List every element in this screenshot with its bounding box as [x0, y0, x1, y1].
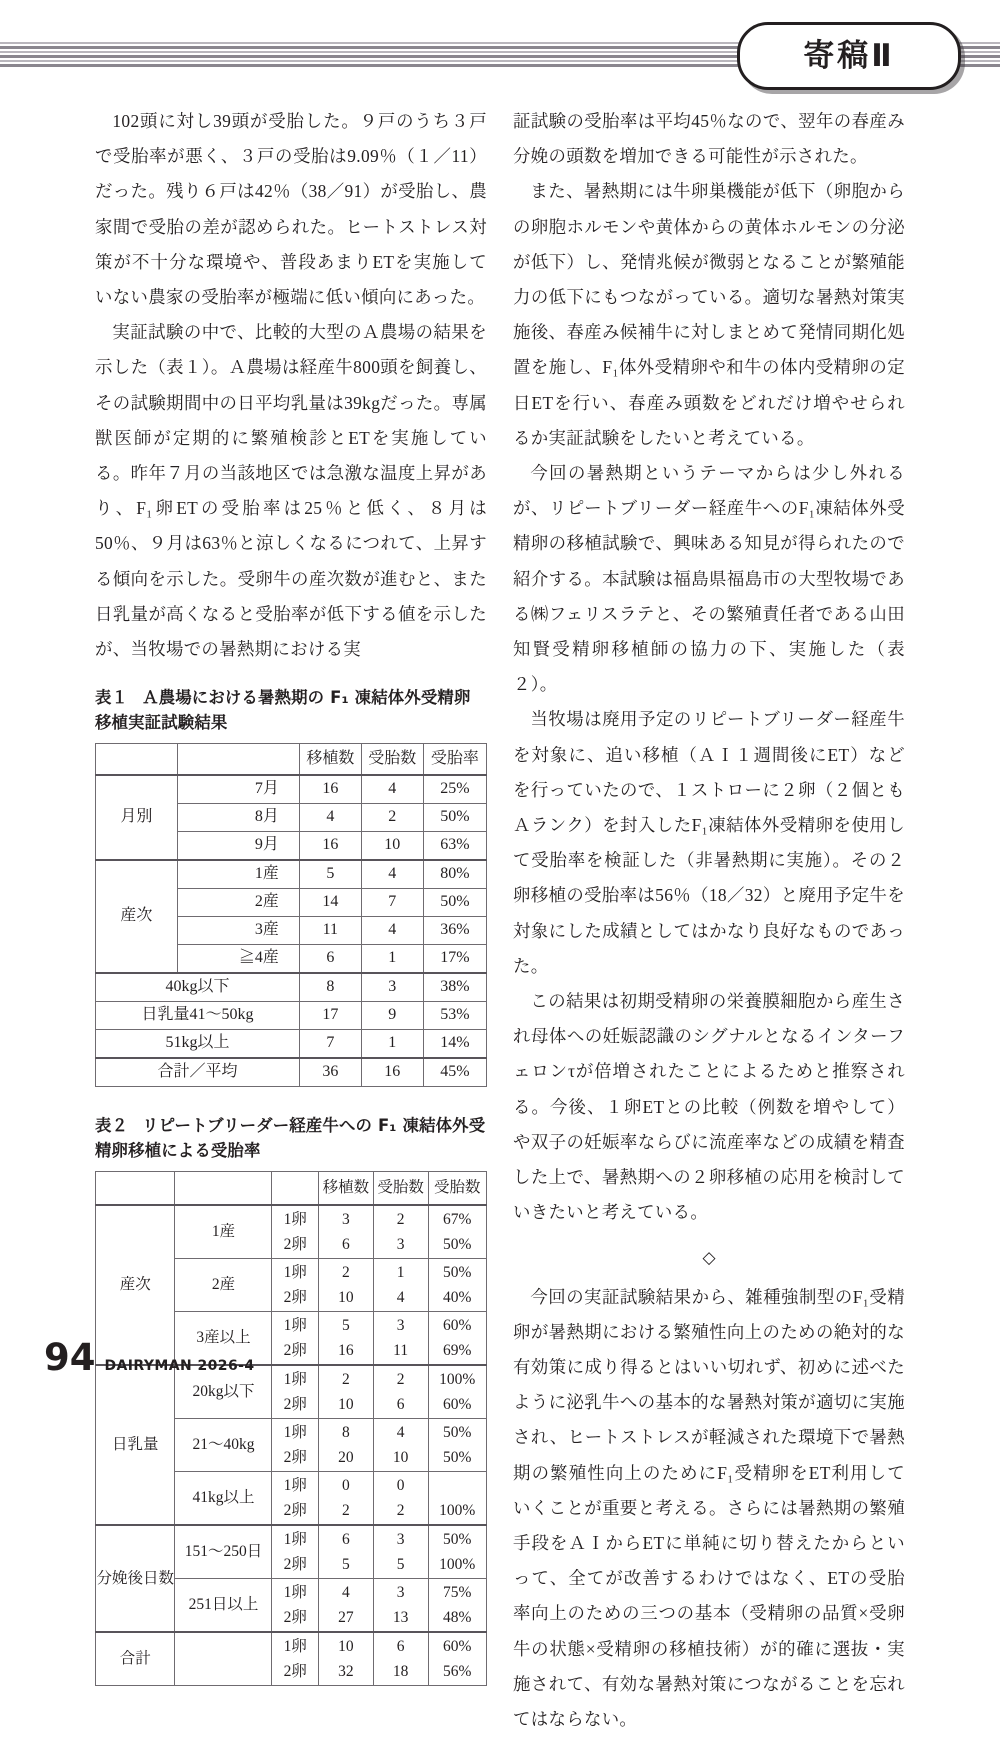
- table2-col-transfers: 移植数: [319, 1172, 374, 1206]
- table2-cell-conceptions: 0 2: [373, 1472, 428, 1526]
- table2-total-transfers: 10 32: [319, 1632, 374, 1686]
- page-header: [0, 36, 1000, 72]
- table-row: [96, 860, 487, 889]
- table1-col-rate: 受胎率: [423, 744, 486, 776]
- paragraph: また、暑熱期には牛卵巣機能が低下（卵胞からの卵胞ホルモンや黄体からの黄体ホルモンの分泌が低下）し、発情兆候が微弱となることが繁殖能力の低下にもつながっている。適切な暑熱対策実施後、春産み候補牛に対しまとめて発情同期化処置を施し、F₁体外受精卵や和牛の体内受精卵の定日ETを行い、春産み頭数をどれだけ増やせられるか実証試験をしたいと考えている。: [513, 174, 905, 456]
- table2-col-blank2: [175, 1172, 272, 1206]
- table2-cell-conceptions: 3 13: [373, 1579, 428, 1633]
- table1-cell-conceptions: 10: [361, 832, 423, 861]
- table1-cell-transfers: 7: [299, 1030, 361, 1059]
- table2-total-label: 合計: [96, 1632, 175, 1686]
- closing-paragraph: 今回の実証試験結果から、雑種強制型のF₁受精卵が暑熱期における繁殖性向上のための絶対的な有効策に成り得るとはいい切れず、初めに述べたように泌乳牛への基本的な暑熱対策が適切に実施され、ヒートストレスが軽減された環境下で暑熱期の繁殖性向上のためにF₁受精卵をET利用していくことが重要と考える。さらには暑熱期の繁殖手段をＡＩからETに単純に切り替えたからといって、全てが改善するわけではなく、ETの受胎率向上のための三つの基本（受精卵の品質×受卵牛の状態×受精卵の移植技術）が的確に選抜・実施されて、有効な暑熱対策につながることを忘れてはならない。: [513, 1280, 905, 1737]
- page-number: 94: [44, 1339, 96, 1376]
- table1-cell-rate: 50%: [423, 804, 486, 832]
- table1-cell-rate: 17%: [423, 945, 486, 974]
- table1-total-row: [96, 1058, 487, 1087]
- table1-cell-conceptions: 1: [361, 945, 423, 974]
- section-divider-diamond: ◇: [513, 1249, 905, 1266]
- table2-cell-rate: 50% 40%: [428, 1259, 486, 1312]
- table1-row-sub: 日乳量41～50kg: [96, 1002, 300, 1030]
- table1-row-sub: 1産: [177, 860, 299, 889]
- table2: [95, 1171, 487, 1686]
- page-footer: [44, 1339, 255, 1376]
- table1-col-blank2: [177, 744, 299, 776]
- issue-label: DAIRYMAN 2026-4: [105, 1358, 255, 1374]
- table2-cell-rate: 100% 60%: [428, 1365, 486, 1419]
- table2-group-label: 分娩後日数: [96, 1525, 175, 1632]
- table1-total-transfers: 36: [299, 1058, 361, 1087]
- table2-cell-conceptions: 4 10: [373, 1419, 428, 1472]
- table1-cell-rate: 80%: [423, 860, 486, 889]
- right-text-column: [513, 104, 905, 1737]
- table1-row-sub: 51kg以上: [96, 1030, 300, 1059]
- table1-row-sub: 40kg以下: [96, 973, 300, 1002]
- table2-row-sub: 20kg以下: [175, 1365, 272, 1419]
- table2-caption-number: 表２: [95, 1116, 128, 1135]
- paragraph: 今回の暑熱期というテーマからは少し外れるが、リピートブリーダー経産牛へのF₁凍結体外受精卵の移植試験で、興味ある知見が得られたので紹介する。本試験は福島県福島市の大型牧場である㈱フェリスラテと、その繁殖責任者である山田知賢受精卵移植師の協力の下、実施した（表２）。: [513, 456, 905, 702]
- table2-egg-labels: 1卵 2卵: [272, 1632, 319, 1686]
- table2-cell-rate: 67% 50%: [428, 1205, 486, 1259]
- table1-cell-transfers: 16: [299, 832, 361, 861]
- table2-col-blank1: [96, 1172, 175, 1206]
- table2-total-rate: 60% 56%: [428, 1632, 486, 1686]
- table1-col-conceptions: 受胎数: [361, 744, 423, 776]
- table2-cell-conceptions: 3 5: [373, 1525, 428, 1579]
- paragraph: 実証試験の中で、比較的大型のＡ農場の結果を示した（表１）。Ａ農場は経産牛800頭を飼養し、その試験期間中の日平均乳量は39kgだった。専属獣医師が定期的に繁殖検診とETを実施している。昨年７月の当該地区では急激な温度上昇があり、F₁卵ETの受胎率は25％と低く、８月は50％、９月は63％と涼しくなるにつれて、上昇する傾向を示した。受卵牛の産次数が進むと、また日乳量が高くなると受胎率が低下する値を示したが、当牧場での暑熱期における実: [95, 315, 487, 667]
- table2-cell-conceptions: 3 11: [373, 1312, 428, 1366]
- table1-total-rate: 45%: [423, 1058, 486, 1087]
- table1-cell-conceptions: 4: [361, 860, 423, 889]
- table1-total-label: 合計／平均: [96, 1058, 300, 1087]
- table1-cell-transfers: 5: [299, 860, 361, 889]
- table1-header-row: [96, 744, 487, 776]
- table-row: [96, 1525, 487, 1579]
- table2-caption-text: リピートブリーダー経産牛への F₁ 凍結体外受精卵移植による受胎率: [95, 1116, 485, 1160]
- table1-cell-rate: 63%: [423, 832, 486, 861]
- table2-egg-labels: 1卵 2卵: [272, 1259, 319, 1312]
- paragraph: 102頭に対し39頭が受胎した。９戸のうち３戸で受胎率が悪く、３戸の受胎は9.09％（１／11）だった。残り６戸は42％（38／91）が受胎し、農家間で受胎の差が認められた。ヒートストレス対策が不十分な環境や、普段あまりETを実施していない農家の受胎率が極端に低い傾向にあった。: [95, 104, 487, 315]
- table1-cell-rate: 25%: [423, 775, 486, 804]
- table1-row-sub: ≧4産: [177, 945, 299, 974]
- table2-row-sub: 151～250日: [175, 1525, 272, 1579]
- table2-egg-labels: 1卵 2卵: [272, 1472, 319, 1526]
- table1-cell-rate: 38%: [423, 973, 486, 1002]
- table2-cell-rate: 75% 48%: [428, 1579, 486, 1633]
- table1-cell-rate: 50%: [423, 889, 486, 917]
- table2-header-row: [96, 1172, 487, 1206]
- table1-cell-conceptions: 1: [361, 1030, 423, 1059]
- table2-col-rate: 受胎数: [428, 1172, 486, 1206]
- table-row: [96, 1205, 487, 1259]
- table2-egg-labels: 1卵 2卵: [272, 1365, 319, 1419]
- table2-cell-transfers: 5 16: [319, 1312, 374, 1366]
- table2-row-sub: 3産以上: [175, 1312, 272, 1366]
- table2-total-row: [96, 1632, 487, 1686]
- table2-egg-labels: 1卵 2卵: [272, 1579, 319, 1633]
- table-row: [96, 1030, 487, 1059]
- table1-row-sub: 3産: [177, 917, 299, 945]
- table2-cell-transfers: 3 6: [319, 1205, 374, 1259]
- paragraph: 当牧場は廃用予定のリピートブリーダー経産牛を対象に、追い移植（ＡＩ１週間後にET）などを行っていたので、１ストローに２卵（２個ともＡランク）を封入したF₁凍結体外受精卵を使用して受胎率を検証した（非暑熱期に実施）。その２卵移植の受胎率は56％（18／32）と廃用予定牛を対象にした成績としてはかなり良好なものであった。: [513, 702, 905, 984]
- left-text-column: [95, 104, 487, 1686]
- table2-cell-rate: 60% 69%: [428, 1312, 486, 1366]
- table2-total-sub: [175, 1632, 272, 1686]
- table1-caption: [95, 685, 487, 735]
- table2-egg-labels: 1卵 2卵: [272, 1205, 319, 1259]
- table1-block: [95, 685, 487, 1087]
- table2-col-conceptions: 受胎数: [373, 1172, 428, 1206]
- table2-row-sub: 251日以上: [175, 1579, 272, 1633]
- table-row: [96, 775, 487, 804]
- table1-cell-conceptions: 3: [361, 973, 423, 1002]
- table2-cell-rate: 50% 50%: [428, 1419, 486, 1472]
- table-row: [96, 1002, 487, 1030]
- table1-cell-rate: 36%: [423, 917, 486, 945]
- table1-col-blank1: [96, 744, 178, 776]
- table1-cell-rate: 14%: [423, 1030, 486, 1059]
- table1-cell-conceptions: 9: [361, 1002, 423, 1030]
- table2-col-blank3: [272, 1172, 319, 1206]
- table1-row-sub: 8月: [177, 804, 299, 832]
- table1-group-label: 産次: [96, 860, 178, 973]
- contribution-badge: [737, 22, 961, 90]
- table1-cell-conceptions: 4: [361, 775, 423, 804]
- table1: [95, 743, 487, 1087]
- table2-cell-transfers: 6 5: [319, 1525, 374, 1579]
- table2-cell-transfers: 0 2: [319, 1472, 374, 1526]
- table2-cell-conceptions: 2 3: [373, 1205, 428, 1259]
- table2-cell-transfers: 2 10: [319, 1259, 374, 1312]
- contribution-badge-label: 寄稿Ⅱ: [803, 41, 894, 72]
- table-row: [96, 973, 487, 1002]
- table2-egg-labels: 1卵 2卵: [272, 1525, 319, 1579]
- table2-cell-rate: 100%: [428, 1472, 486, 1526]
- table1-cell-transfers: 14: [299, 889, 361, 917]
- table2-row-sub: 2産: [175, 1259, 272, 1312]
- table1-cell-transfers: 11: [299, 917, 361, 945]
- table1-cell-conceptions: 7: [361, 889, 423, 917]
- table1-caption-text: Ａ農場における暑熱期の F₁ 凍結体外受精卵移植実証試験結果: [95, 688, 471, 732]
- table1-row-sub: 9月: [177, 832, 299, 861]
- table2-cell-conceptions: 2 6: [373, 1365, 428, 1419]
- paragraph: この結果は初期受精卵の栄養膜細胞から産生され母体への妊娠認識のシグナルとなるインターフェロンτが倍増されたことによるためと推察される。今後、１卵ETとの比較（例数を増やして）や双子の妊娠率ならびに流産率などの成績を精査した上で、暑熱期への２卵移植の応用を検討していきたいと考えている。: [513, 984, 905, 1230]
- table1-cell-transfers: 16: [299, 775, 361, 804]
- table2-cell-transfers: 2 10: [319, 1365, 374, 1419]
- table2-group-label: 日乳量: [96, 1365, 175, 1525]
- table1-cell-rate: 53%: [423, 1002, 486, 1030]
- table1-group-label: 月別: [96, 775, 178, 860]
- table2-cell-conceptions: 1 4: [373, 1259, 428, 1312]
- paragraph: 証試験の受胎率は平均45％なので、翌年の春産み分娩の頭数を増加できる可能性が示された。: [513, 104, 905, 174]
- table1-cell-transfers: 17: [299, 1002, 361, 1030]
- table1-row-sub: 2産: [177, 889, 299, 917]
- table1-cell-conceptions: 4: [361, 917, 423, 945]
- table2-row-sub: 1産: [175, 1205, 272, 1259]
- table1-col-transfers: 移植数: [299, 744, 361, 776]
- table2-cell-rate: 50% 100%: [428, 1525, 486, 1579]
- table2-caption: [95, 1113, 487, 1163]
- table2-cell-transfers: 4 27: [319, 1579, 374, 1633]
- table2-group-label: 産次: [96, 1205, 175, 1365]
- table2-block: [95, 1113, 487, 1686]
- table2-total-conceptions: 6 18: [373, 1632, 428, 1686]
- table1-cell-transfers: 6: [299, 945, 361, 974]
- table2-row-sub: 41kg以上: [175, 1472, 272, 1526]
- table1-caption-number: 表１: [95, 688, 128, 707]
- table2-cell-transfers: 8 20: [319, 1419, 374, 1472]
- table2-egg-labels: 1卵 2卵: [272, 1419, 319, 1472]
- table2-row-sub: 21～40kg: [175, 1419, 272, 1472]
- table1-cell-conceptions: 2: [361, 804, 423, 832]
- table1-cell-transfers: 4: [299, 804, 361, 832]
- table1-row-sub: 7月: [177, 775, 299, 804]
- table2-egg-labels: 1卵 2卵: [272, 1312, 319, 1366]
- table1-cell-transfers: 8: [299, 973, 361, 1002]
- table1-total-conceptions: 16: [361, 1058, 423, 1087]
